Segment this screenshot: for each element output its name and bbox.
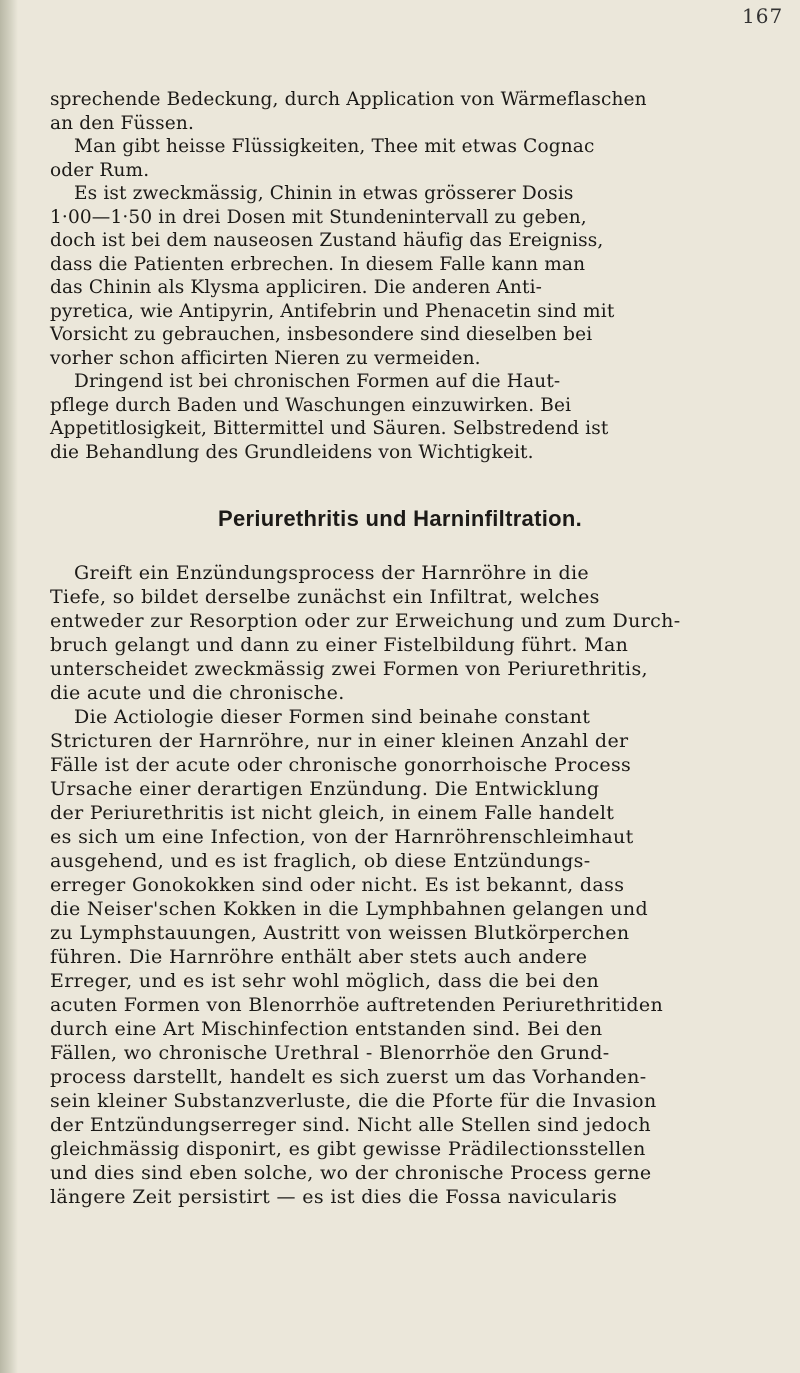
text-line: dass die Patienten erbrechen. In diesem Falle kann man: [50, 253, 586, 275]
text-line: der Entzündungserreger sind. Nicht alle Stellen sind jedoch: [50, 1114, 651, 1136]
text-line: Die Actiologie dieser Formen sind beinahe constant: [74, 706, 591, 728]
text-line: Es ist zweckmässig, Chinin in etwas grösserer Dosis: [74, 183, 574, 204]
text-line: Fällen, wo chronische Urethral - Blenorrhöe den Grund-: [50, 1042, 610, 1064]
text-line: bruch gelangt und dann zu einer Fistelbildung führt. Man: [50, 634, 629, 656]
text-line: die Behandlung des Grundleidens von Wichtigkeit.: [50, 441, 534, 463]
text-line: führen. Die Harnröhre enthält aber stets auch andere: [50, 946, 588, 968]
text-line: das Chinin als Klysma appliciren. Die anderen Anti-: [50, 277, 543, 298]
text-line: Vorsicht zu gebrauchen, insbesondere sind dieselben bei: [50, 324, 593, 345]
text-line: sprechende Bedeckung, durch Application von Wärmeflaschen: [50, 89, 647, 110]
text-line: die Neiser'schen Kokken in die Lymphbahnen gelangen und: [50, 898, 648, 920]
text-line: unterscheidet zweckmässig zwei Formen von Periurethritis,: [50, 658, 648, 680]
text-line: pflege durch Baden und Waschungen einzuwirken. Bei: [50, 394, 572, 416]
text-line: vorher schon afficirten Nieren zu vermeiden.: [50, 347, 481, 369]
text-line: an den Füssen.: [50, 112, 194, 134]
text-line: pyretica, wie Antipyrin, Antifebrin und Phenacetin sind mit: [50, 300, 615, 322]
text-line: Man gibt heisse Flüssigkeiten, Thee mit etwas Cognac: [74, 136, 595, 157]
text-line: es sich um eine Infection, von der Harnröhrenschleimhaut: [50, 826, 634, 848]
text-line: und dies sind eben solche, wo der chronische Process gerne: [50, 1162, 652, 1184]
text-line: längere Zeit persistirt — es ist dies die Fossa navicularis: [50, 1186, 618, 1208]
text-line: gleichmässig disponirt, es gibt gewisse Prädilectionsstellen: [50, 1138, 646, 1160]
text-line: 1·00—1·50 in drei Dosen mit Stundenintervall zu geben,: [50, 206, 587, 228]
text-line: Ursache einer derartigen Enzündung. Die Entwicklung: [50, 778, 600, 800]
section-treatment-text: [50, 88, 762, 464]
text-line: der Periurethritis ist nicht gleich, in einem Falle handelt: [50, 802, 615, 824]
section-heading: Periurethritis und Harninfiltration.: [217, 506, 583, 531]
text-line: die acute und die chronische.: [50, 682, 345, 704]
text-line: Tiefe, so bildet derselbe zunächst ein Infiltrat, welches: [50, 586, 600, 608]
text-line: Fälle ist der acute oder chronische gonorrhoische Process: [50, 754, 632, 776]
text-line: doch ist bei dem nauseosen Zustand häufig das Ereigniss,: [50, 230, 604, 251]
text-line: Dringend ist bei chronischen Formen auf die Haut-: [74, 371, 561, 392]
text-line: Erreger, und es ist sehr wohl möglich, dass die bei den: [50, 970, 600, 992]
page-binding-shadow: [0, 0, 18, 1373]
text-line: Greift ein Enzündungsprocess der Harnröhre in die: [74, 562, 589, 584]
text-line: Appetitlosigkeit, Bittermittel und Säuren. Selbstredend ist: [50, 418, 609, 439]
text-line: zu Lymphstauungen, Austritt von weissen Blutkörperchen: [50, 922, 630, 944]
text-line: acuten Formen von Blenorrhöe auftretenden Periurethritiden: [50, 994, 664, 1016]
text-line: sein kleiner Substanzverluste, die die Pforte für die Invasion: [50, 1090, 657, 1112]
text-line: erreger Gonokokken sind oder nicht. Es ist bekannt, dass: [50, 874, 625, 896]
text-line: process darstellt, handelt es sich zuerst um das Vorhanden-: [50, 1066, 647, 1088]
text-line: entweder zur Resorption oder zur Erweichung und zum Durch-: [50, 610, 681, 632]
page-number: 167: [742, 4, 784, 28]
text-line: Stricturen der Harnröhre, nur in einer kleinen Anzahl der: [50, 730, 629, 752]
section-periurethritis-text: [50, 561, 762, 1209]
text-line: oder Rum.: [50, 159, 150, 181]
text-line: ausgehend, und es ist fraglich, ob diese Entzündungs-: [50, 850, 591, 872]
text-line: durch eine Art Mischinfection entstanden sind. Bei den: [50, 1018, 603, 1040]
